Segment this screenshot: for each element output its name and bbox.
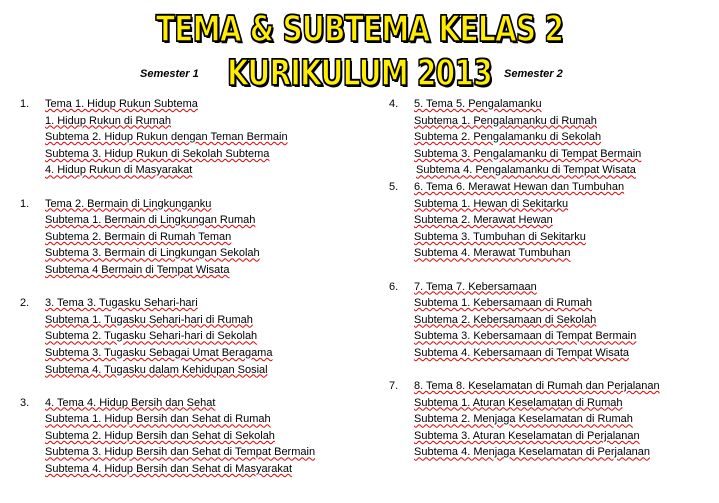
list-item [389, 96, 709, 113]
tema-heading: 7. Tema 7. Kebersamaan [414, 280, 537, 293]
subtema-item: Subtema 4. Hidup Bersih dan Sehat di Masyarakat [45, 463, 293, 476]
subtema-item: 4. Hidup Rukun di Masyarakat [45, 164, 193, 177]
subtema-item: Subtema 1. Hidup Bersih dan Sehat di Rumah [45, 413, 271, 426]
tema-heading: 5. Tema 5. Pengalamanku [414, 98, 542, 110]
subtema-item: Subtema 2. Hidup Bersih dan Sehat di Sekolah [45, 429, 275, 442]
subtema-item: Subtema 2. Tugasku Sehari-hari di Sekolah [45, 330, 258, 343]
subtema-item: Subtema 3. Tugasku Sebagai Umat Beragama [45, 346, 273, 359]
list-item [20, 295, 360, 312]
subtema-item: Subtema 2. Merawat Hewan [414, 214, 553, 227]
list-number: 4. [389, 98, 399, 110]
semester-1-label: Semester 1 [140, 68, 199, 80]
subtema-item: Subtema 4. Menjaga Keselamatan di Perjalanan [414, 446, 651, 459]
subtema-item: Subtema 2. Pengalamanku di Sekolah [414, 131, 602, 144]
subtema-item: Subtema 4. Kebersamaan di Tempat Wisata [414, 346, 630, 359]
subtema-item: Subtema 3. Hidup Bersih dan Sehat di Tempat Bermain [45, 446, 316, 459]
semester-1-list [20, 96, 360, 478]
subtema-item: Subtema 3. Aturan Keselamatan di Perjalanan [414, 429, 640, 442]
list-number: 6. [389, 280, 399, 293]
tema-heading: 6. Tema 6. Merawat Hewan dan Tumbuhan [414, 180, 625, 193]
subtema-item: Subtema 3. Hidup Rukun di Sekolah Subtema [45, 147, 270, 160]
list-number: 2. [20, 297, 30, 310]
tema-heading: Tema 1. Hidup Rukun Subtema [45, 98, 198, 110]
semester-2-list [389, 96, 709, 461]
subtema-item: Subtema 3. Pengalamanku di Tempat Bermain [414, 147, 642, 160]
list-item [389, 279, 709, 296]
subtema-item: Subtema 2. Bermain di Rumah Teman [45, 230, 232, 243]
list-number: 5. [389, 180, 399, 193]
subtema-item: Subtema 1. Pengalamanku di Rumah [414, 114, 597, 127]
list-number: 3. [20, 396, 30, 409]
tema-heading: Tema 2. Bermain di Lingkunganku [45, 197, 212, 210]
list-number: 7. [389, 380, 399, 393]
subtema-item: Subtema 1. Kebersamaan di Rumah [414, 297, 592, 310]
list-item [389, 179, 709, 196]
subtema-item: Subtema 2. Kebersamaan di Sekolah [414, 313, 597, 326]
subtema-item: Subtema 2. Hidup Rukun dengan Teman Bermain [45, 131, 288, 144]
tema-heading: 3. Tema 3. Tugasku Sehari-hari [45, 297, 198, 310]
list-item [20, 196, 360, 213]
list-item [20, 96, 360, 113]
subtema-item: Subtema 4 Bermain di Tempat Wisata [45, 263, 230, 276]
tema-heading: 8. Tema 8. Keselamatan di Rumah dan Perjalanan [414, 380, 660, 393]
subtema-item: Subtema 1. Bermain di Lingkungan Rumah [45, 214, 256, 227]
list-item [389, 378, 709, 395]
subtema-item: Subtema 3. Bermain di Lingkungan Sekolah [45, 247, 260, 260]
subtema-item: Subtema 4. Tugasku dalam Kehidupan Sosial [45, 363, 268, 376]
list-number: 1. [20, 98, 30, 110]
subtema-item: Subtema 1. Hewan di Sekitarku [414, 197, 569, 210]
list-number: 1. [20, 197, 30, 210]
subtema-item: Subtema 2. Menjaga Keselamatan di Rumah [414, 413, 633, 426]
page-title: TEMA & SUBTEMA KELAS 2 KURIKULUM 2013 [155, 9, 564, 94]
list-item [20, 395, 360, 412]
subtema-item: Subtema 1. Aturan Keselamatan di Rumah [414, 396, 623, 409]
subtema-item: 1. Hidup Rukun di Rumah [45, 114, 171, 127]
subtema-item: Subtema 1. Tugasku Sehari-hari di Rumah [45, 313, 253, 326]
subtema-item: Subtema 4. Pengalamanku di Tempat Wisata [416, 164, 636, 177]
tema-heading: 4. Tema 4. Hidup Bersih dan Sehat [45, 396, 216, 409]
subtema-item: Subtema 3. Kebersamaan di Tempat Bermain [414, 330, 637, 343]
subtema-item: Subtema 4. Merawat Tumbuhan [414, 247, 571, 260]
subtema-item: Subtema 3. Tumbuhan di Sekitarku [414, 230, 586, 243]
semester-2-label: Semester 2 [504, 68, 563, 80]
